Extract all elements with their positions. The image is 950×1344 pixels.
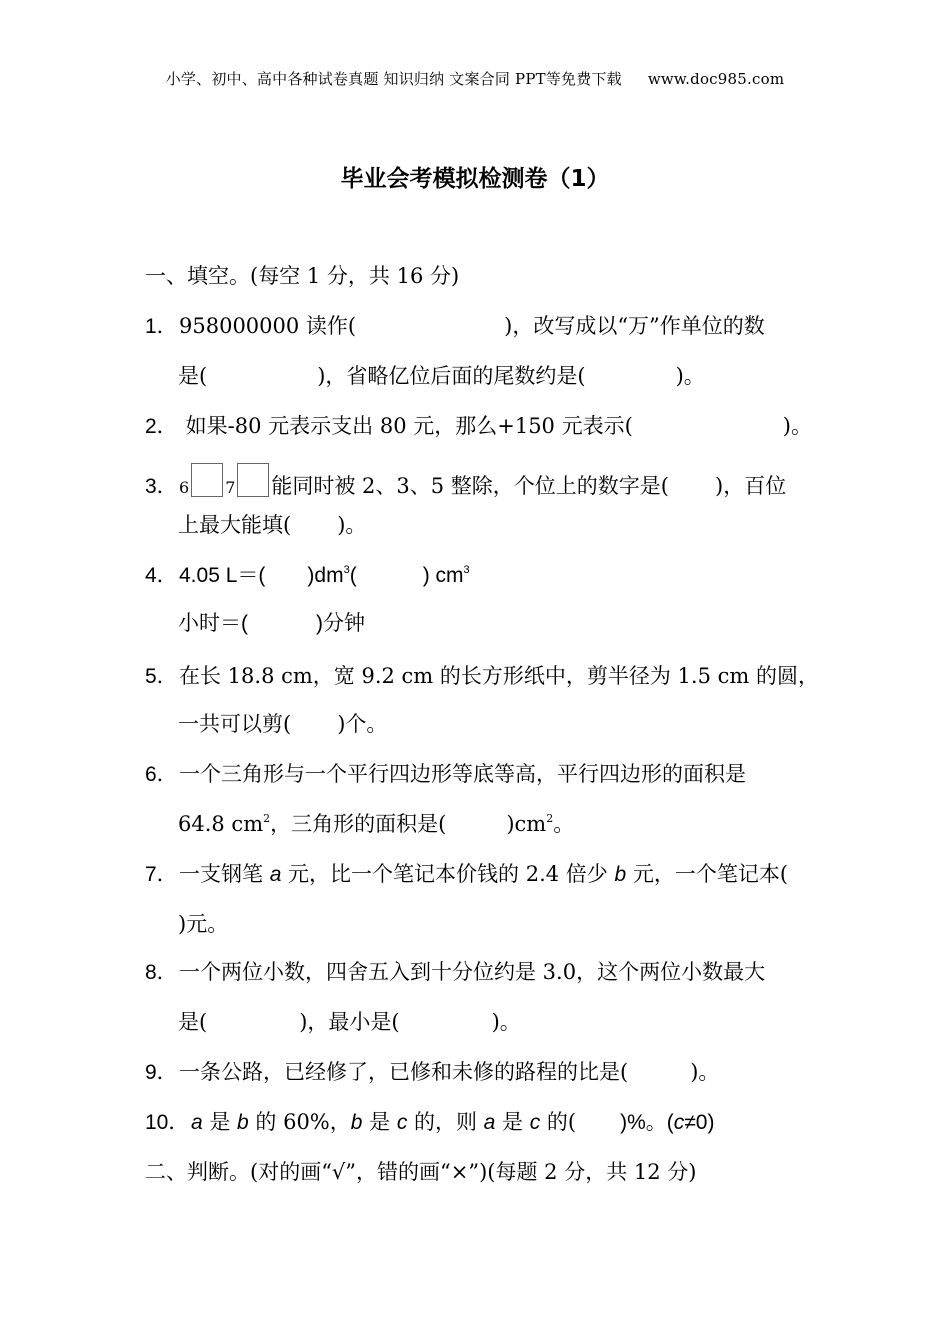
question-8-cont: 是( )，最小是( )。 [178,1010,521,1034]
question-8: 8．一个两位小数，四舍五入到十分位约是 3.0，这个两位小数最大 [145,958,765,987]
question-6-cont: 64.8 $cm^2$，三角形的面积是( )$cm^2$。 [178,812,575,836]
question-number: 3． [145,475,178,498]
question-number: 2． [145,415,178,438]
variable-b: b [614,863,627,886]
question-4: 4．4.05 L＝( )$dm^3$( ) $cm^3$ [145,562,470,590]
section-2-heading: 二、判断。(对的画“√”，错的画“×”)(每题 2 分，共 12 分) [145,1160,697,1184]
page-title: 毕业会考模拟检测卷（1） [340,166,610,192]
header-site[interactable]: www.doc985.com [647,70,785,88]
question-number: 9． [145,1061,178,1084]
question-4-cont: 小时＝( )分钟 [178,612,365,635]
page-header [0,68,950,89]
question-2: 2． 如果-80 元表示支出 80 元，那么+150 元表示( )。 [145,412,812,441]
question-5-cont: 一共可以剪( )个。 [178,712,388,736]
question-number: 6． [145,763,178,786]
question-9: 9．一条公路，已经修了，已修和未修的路程的比是( )。 [145,1058,719,1087]
question-1: 1．958000000 读作( )，改写成以“万”作单位的数 [145,312,765,341]
question-number: 10． [145,1111,190,1134]
question-number: 8． [145,961,178,984]
header-text: 小学、初中、高中各种试卷真题 知识归纳 文案合同 PPT等免费下载 [165,70,622,88]
question-5: 5．在长 18.8 cm，宽 9.2 cm 的长方形纸中，剪半径为 1.5 cm 的圆， [145,662,819,691]
question-3: 3．6 7 能同时被 2、3、5 整除，个位上的数字是( )，百位 [145,463,786,502]
question-number: 5． [145,665,178,688]
question-1-cont: 是( )，省略亿位后面的尾数约是( )。 [178,364,705,388]
digit-box[interactable] [191,463,223,497]
question-3-cont: 上最大能填( )。 [178,513,367,537]
question-10: 10．a 是 b 的 60%，b 是 c 的，则 a 是 c 的( )%。(c≠0) [145,1108,714,1137]
section-1-heading: 一、填空。(每空 1 分，共 16 分) [145,264,460,288]
question-number: 4． [145,564,178,587]
question-number: 1． [145,315,178,338]
question-6: 6．一个三角形与一个平行四边形等底等高，平行四边形的面积是 [145,760,746,789]
digit-box[interactable] [237,463,269,497]
variable-a: a [269,863,282,886]
question-7-cont: )元。 [178,912,229,936]
question-number: 7． [145,863,178,886]
question-7: 7．一支钢笔 a 元，比一个笔记本价钱的 2.4 倍少 b 元，一个笔记本( [145,860,788,889]
